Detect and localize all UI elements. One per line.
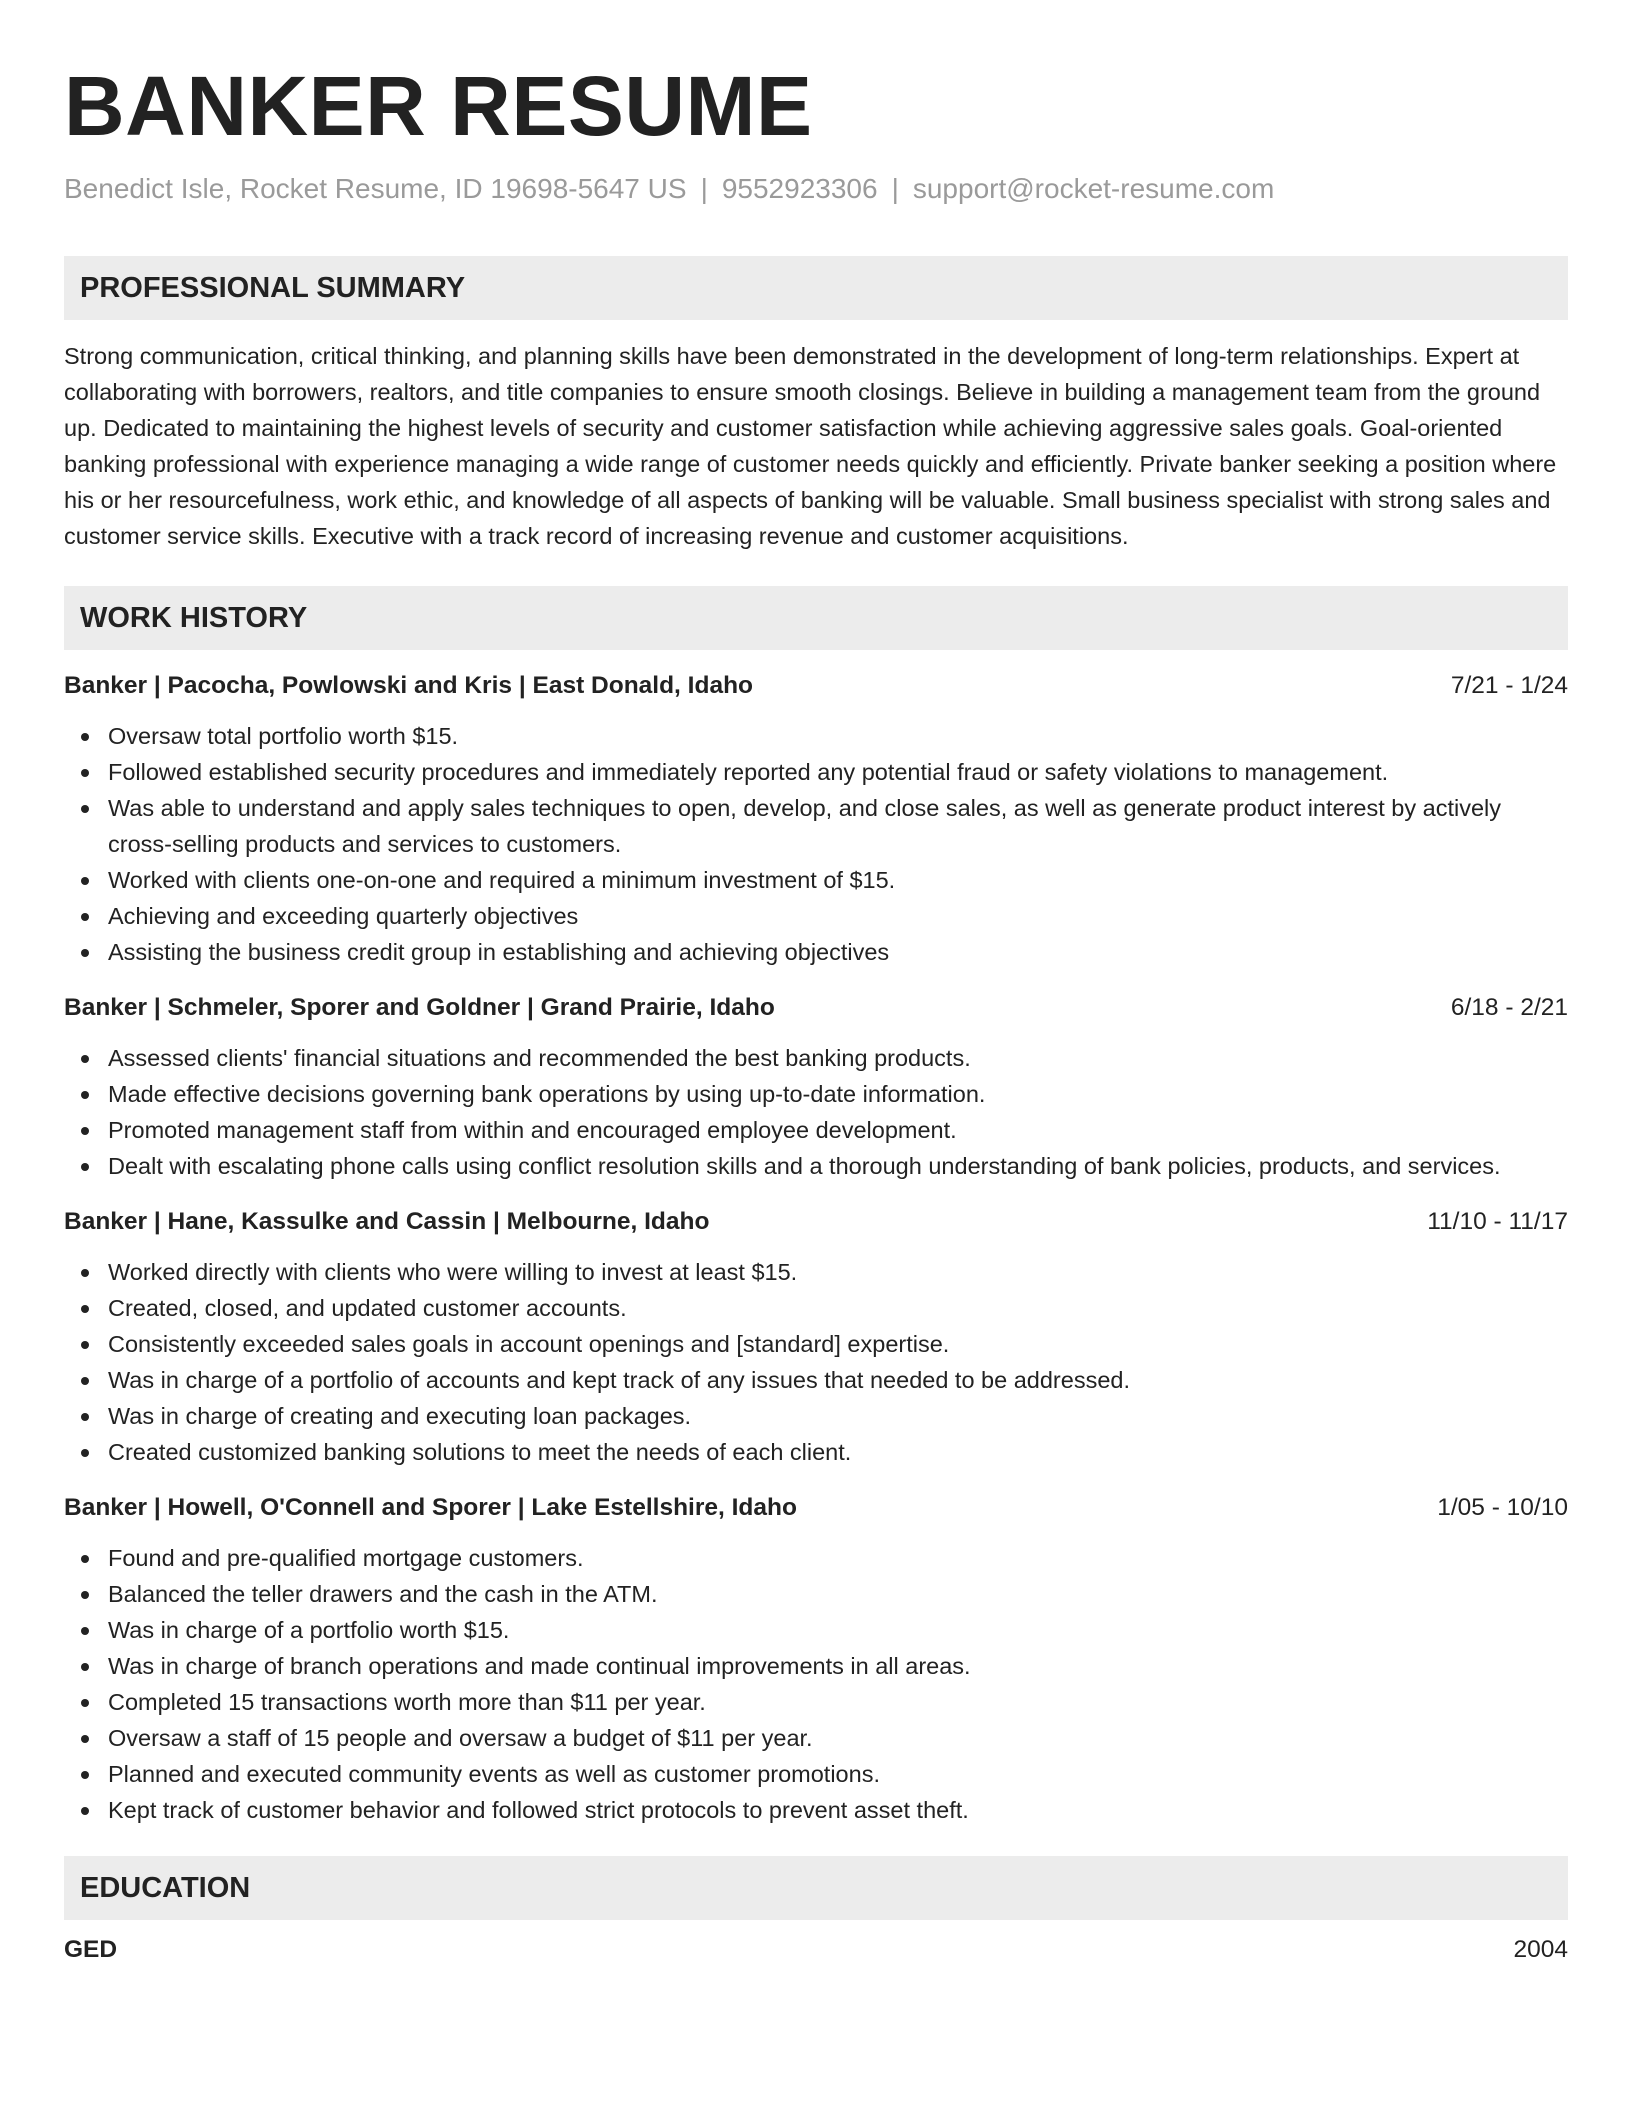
job-entry bbox=[64, 990, 1568, 1184]
education-list bbox=[64, 1932, 1568, 1968]
job-entry bbox=[64, 1204, 1568, 1470]
job-bullet: Completed 15 transactions worth more than $11 per year. bbox=[64, 1684, 1568, 1720]
job-bullet: Oversaw total portfolio worth $15. bbox=[64, 718, 1568, 754]
job-title: Banker | Howell, O'Connell and Sporer | Lake Estellshire, Idaho bbox=[64, 1494, 797, 1521]
job-bullet: Made effective decisions governing bank operations by using up-to-date information. bbox=[64, 1076, 1568, 1112]
resume-title: BANKER RESUME bbox=[64, 59, 813, 153]
job-bullet-list bbox=[64, 1540, 1568, 1828]
job-bullet: Kept track of customer behavior and followed strict protocols to prevent asset theft. bbox=[64, 1792, 1568, 1828]
job-header bbox=[64, 990, 1568, 1026]
job-bullet: Oversaw a staff of 15 people and oversaw a budget of $11 per year. bbox=[64, 1720, 1568, 1756]
job-bullet: Balanced the teller drawers and the cash in the ATM. bbox=[64, 1576, 1568, 1612]
job-bullet: Created customized banking solutions to meet the needs of each client. bbox=[64, 1434, 1568, 1470]
education-degree: GED bbox=[64, 1936, 118, 1963]
job-bullet: Was in charge of a portfolio worth $15. bbox=[64, 1612, 1568, 1648]
job-dates: 6/18 - 2/21 bbox=[1450, 994, 1568, 1021]
job-bullet: Was able to understand and apply sales techniques to open, develop, and close sales, as well as generate product interest by actively cross-selling products and services to customers. bbox=[64, 790, 1568, 862]
job-bullet: Was in charge of creating and executing loan packages. bbox=[64, 1398, 1568, 1434]
job-bullet: Was in charge of branch operations and made continual improvements in all areas. bbox=[64, 1648, 1568, 1684]
job-bullet: Created, closed, and updated customer accounts. bbox=[64, 1290, 1568, 1326]
job-bullet: Consistently exceeded sales goals in account openings and [standard] expertise. bbox=[64, 1326, 1568, 1362]
education-year: 2004 bbox=[1513, 1936, 1568, 1963]
section-header-education: EDUCATION bbox=[64, 1856, 1568, 1920]
job-bullet: Was in charge of a portfolio of accounts and kept track of any issues that needed to be addressed. bbox=[64, 1362, 1568, 1398]
job-bullet: Promoted management staff from within and encouraged employee development. bbox=[64, 1112, 1568, 1148]
job-bullet: Planned and executed community events as well as customer promotions. bbox=[64, 1756, 1568, 1792]
job-entry bbox=[64, 668, 1568, 970]
job-header bbox=[64, 668, 1568, 704]
job-bullet: Achieving and exceeding quarterly objectives bbox=[64, 898, 1568, 934]
job-bullet-list bbox=[64, 1040, 1568, 1184]
summary-text: Strong communication, critical thinking, and planning skills have been demonstrated in the development of long-term relationships. Expert at collaborating with borrowers, realtors, and title companies to ensure smooth closings. Believe in building a management team from the ground up. Dedicated to maintaining the highest levels of security and customer satisfaction while achieving aggressive sales goals. Goal-oriented banking professional with experience managing a wide range of customer needs quickly and efficiently. Private banker seeking a position where his or her resourcefulness, work ethic, and knowledge of all aspects of banking will be valuable. Small business specialist with strong sales and customer service skills. Executive with a track record of increasing revenue and customer acquisitions. bbox=[64, 343, 1557, 549]
contact-address: Benedict Isle, Rocket Resume, ID 19698-5647 US bbox=[64, 173, 687, 204]
job-header bbox=[64, 1490, 1568, 1526]
job-bullet: Followed established security procedures and immediately reported any potential fraud or safety violations to management. bbox=[64, 754, 1568, 790]
education-entry bbox=[64, 1932, 1568, 1968]
contact-phone: 9552923306 bbox=[721, 173, 878, 204]
contact-separator: | bbox=[891, 173, 899, 204]
job-bullet: Assisting the business credit group in establishing and achieving objectives bbox=[64, 934, 1568, 970]
job-header bbox=[64, 1204, 1568, 1240]
job-bullet: Worked with clients one-on-one and required a minimum investment of $15. bbox=[64, 862, 1568, 898]
job-title: Banker | Pacocha, Powlowski and Kris | East Donald, Idaho bbox=[64, 672, 754, 699]
job-bullet: Worked directly with clients who were willing to invest at least $15. bbox=[64, 1254, 1568, 1290]
job-bullet-list bbox=[64, 718, 1568, 970]
job-entry bbox=[64, 1490, 1568, 1828]
job-dates: 1/05 - 10/10 bbox=[1437, 1494, 1568, 1521]
contact-line bbox=[64, 170, 1568, 208]
job-dates: 7/21 - 1/24 bbox=[1450, 672, 1568, 699]
work-history-list bbox=[64, 668, 1568, 1828]
job-title: Banker | Schmeler, Sporer and Goldner | Grand Prairie, Idaho bbox=[64, 994, 775, 1021]
job-bullet-list bbox=[64, 1254, 1568, 1470]
job-bullet: Found and pre-qualified mortgage customers. bbox=[64, 1540, 1568, 1576]
job-dates: 11/10 - 11/17 bbox=[1427, 1208, 1568, 1235]
contact-email: support@rocket-resume.com bbox=[912, 173, 1275, 204]
section-header-summary: PROFESSIONAL SUMMARY bbox=[64, 256, 1568, 320]
job-bullet: Assessed clients' financial situations and recommended the best banking products. bbox=[64, 1040, 1568, 1076]
contact-separator: | bbox=[700, 173, 708, 204]
section-header-work-history: WORK HISTORY bbox=[64, 586, 1568, 650]
job-bullet: Dealt with escalating phone calls using conflict resolution skills and a thorough understanding of bank policies, products, and services. bbox=[64, 1148, 1568, 1184]
job-title: Banker | Hane, Kassulke and Cassin | Melbourne, Idaho bbox=[64, 1208, 710, 1235]
